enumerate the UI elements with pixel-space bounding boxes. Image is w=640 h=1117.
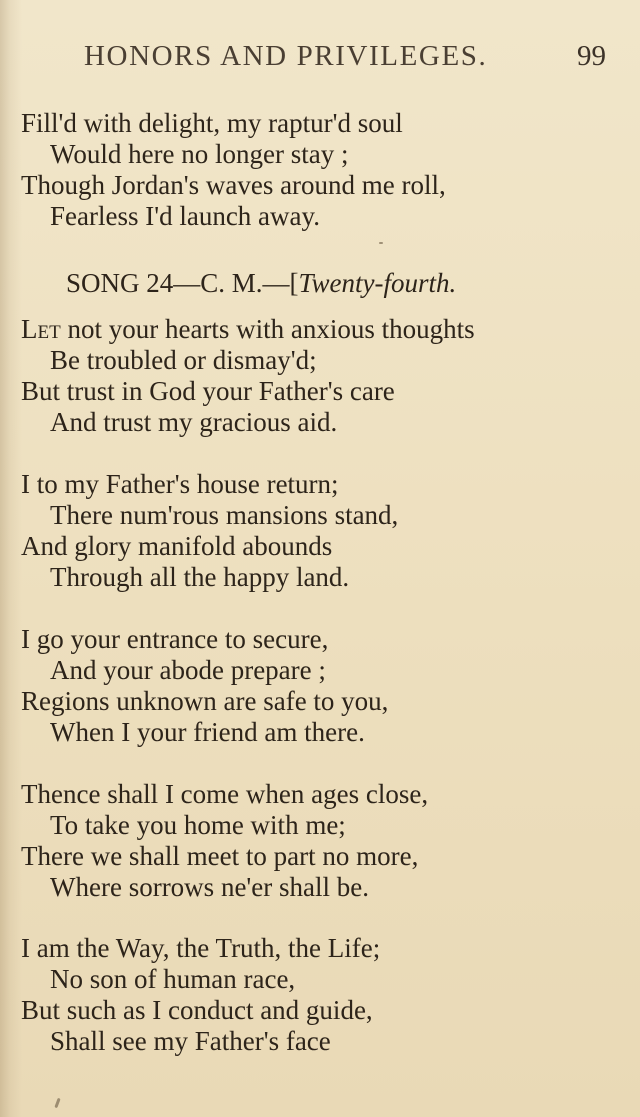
verse-line: When I your friend am there.	[50, 717, 365, 747]
verse-line: Would here no longer stay ;	[50, 139, 349, 169]
verse-line: There we shall meet to part no more,	[21, 841, 419, 871]
verse-line: Fearless I'd launch away.	[50, 201, 321, 231]
verse-line: And glory manifold abounds	[21, 531, 333, 561]
verse-line: Though Jordan's waves around me roll,	[21, 170, 446, 200]
verse-line: I am the Way, the Truth, the Life;	[21, 933, 381, 963]
verse-line: And your abode prepare ;	[50, 655, 326, 685]
verse-line: Be troubled or dismay'd;	[50, 345, 317, 375]
drop-initial: Let	[21, 314, 61, 344]
opening-stanza	[0, 108, 640, 232]
stanza-4	[0, 779, 640, 903]
verse-line: I go your entrance to secure,	[21, 624, 329, 654]
verse-line: I to my Father's house return;	[21, 469, 339, 499]
verse-line: And trust my gracious aid.	[50, 407, 338, 437]
stanza-5	[0, 933, 640, 1057]
running-head: HONORS AND PRIVILEGES.	[84, 40, 488, 72]
song-number-meter: SONG 24—C. M.—[	[66, 268, 299, 298]
ink-speck	[379, 242, 383, 244]
verse-line: But trust in God your Father's care	[21, 376, 395, 406]
stanza-3	[0, 624, 640, 748]
verse-line-first: Let not your hearts with anxious thoughts	[21, 314, 475, 344]
verse-line: Regions unknown are safe to you,	[21, 686, 389, 716]
verse-line: Shall see my Father's face	[50, 1026, 331, 1056]
ink-speck	[54, 1098, 60, 1108]
verse-line: But such as I conduct and guide,	[21, 995, 373, 1025]
verse-line: To take you home with me;	[50, 810, 346, 840]
verse-line: Thence shall I come when ages close,	[21, 779, 429, 809]
verse-line: No son of human race,	[50, 964, 296, 994]
verse-line: There num'rous mansions stand,	[50, 500, 399, 530]
verse-line: Fill'd with delight, my raptur'd soul	[21, 108, 403, 138]
stanza-2	[0, 469, 640, 593]
verse-line: Through all the happy land.	[50, 562, 350, 592]
page-header	[84, 40, 606, 84]
song-heading	[66, 266, 456, 300]
verse-line: Where sorrows ne'er shall be.	[50, 872, 369, 902]
page-number: 99	[577, 40, 606, 72]
stanza-1	[0, 314, 640, 438]
song-tune-name: Twenty-fourth.	[298, 268, 457, 298]
